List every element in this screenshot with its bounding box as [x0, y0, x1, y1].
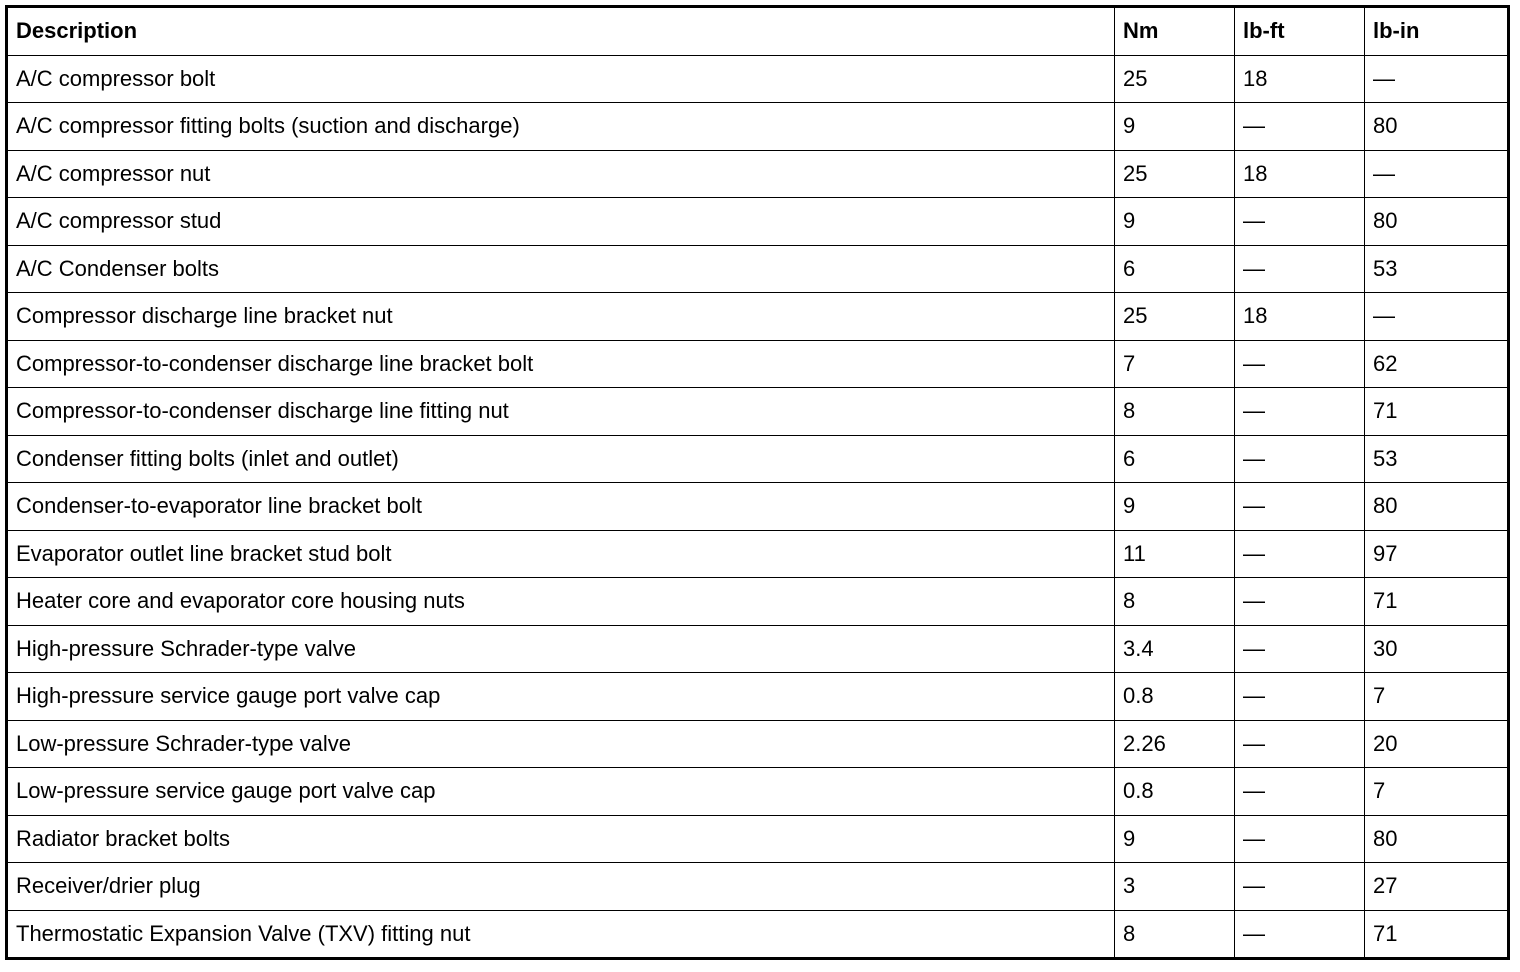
cell-description: Receiver/drier plug: [7, 863, 1115, 911]
cell-nm: 7: [1115, 340, 1235, 388]
cell-lb-ft: —: [1235, 340, 1365, 388]
cell-nm: 8: [1115, 578, 1235, 626]
cell-nm: 8: [1115, 388, 1235, 436]
column-header-nm: Nm: [1115, 7, 1235, 56]
cell-nm: 3: [1115, 863, 1235, 911]
table-row: [7, 293, 1509, 341]
cell-lb-ft: —: [1235, 673, 1365, 721]
table-row: [7, 673, 1509, 721]
cell-lb-in: 53: [1365, 245, 1509, 293]
table-row: [7, 720, 1509, 768]
cell-lb-ft: —: [1235, 245, 1365, 293]
cell-description: Radiator bracket bolts: [7, 815, 1115, 863]
cell-nm: 25: [1115, 293, 1235, 341]
cell-description: Compressor discharge line bracket nut: [7, 293, 1115, 341]
cell-lb-in: 7: [1365, 768, 1509, 816]
cell-lb-ft: —: [1235, 198, 1365, 246]
cell-nm: 25: [1115, 55, 1235, 103]
cell-lb-in: 80: [1365, 198, 1509, 246]
table-row: [7, 768, 1509, 816]
cell-description: Compressor-to-condenser discharge line fitting nut: [7, 388, 1115, 436]
cell-lb-in: —: [1365, 55, 1509, 103]
cell-nm: 0.8: [1115, 768, 1235, 816]
cell-lb-ft: —: [1235, 578, 1365, 626]
cell-lb-ft: —: [1235, 103, 1365, 151]
cell-nm: 6: [1115, 245, 1235, 293]
cell-lb-ft: —: [1235, 388, 1365, 436]
table-row: [7, 625, 1509, 673]
cell-nm: 9: [1115, 483, 1235, 531]
cell-lb-ft: —: [1235, 863, 1365, 911]
table-header-row: [7, 7, 1509, 56]
table-row: [7, 815, 1509, 863]
cell-lb-ft: —: [1235, 625, 1365, 673]
table-row: [7, 483, 1509, 531]
cell-description: A/C compressor bolt: [7, 55, 1115, 103]
cell-lb-in: 80: [1365, 483, 1509, 531]
cell-nm: 6: [1115, 435, 1235, 483]
cell-lb-in: 30: [1365, 625, 1509, 673]
cell-lb-in: 7: [1365, 673, 1509, 721]
column-header-lb-in: lb-in: [1365, 7, 1509, 56]
table-row: [7, 863, 1509, 911]
column-header-description: Description: [7, 7, 1115, 56]
table-row: [7, 245, 1509, 293]
table-row: [7, 150, 1509, 198]
cell-description: Condenser-to-evaporator line bracket bolt: [7, 483, 1115, 531]
cell-nm: 9: [1115, 815, 1235, 863]
table-row: [7, 388, 1509, 436]
cell-nm: 9: [1115, 198, 1235, 246]
cell-description: A/C compressor stud: [7, 198, 1115, 246]
cell-description: Evaporator outlet line bracket stud bolt: [7, 530, 1115, 578]
cell-nm: 3.4: [1115, 625, 1235, 673]
cell-lb-in: 71: [1365, 910, 1509, 959]
table-row: [7, 578, 1509, 626]
table-row: [7, 55, 1509, 103]
cell-lb-ft: —: [1235, 720, 1365, 768]
cell-lb-in: 80: [1365, 815, 1509, 863]
cell-lb-in: 53: [1365, 435, 1509, 483]
cell-lb-ft: —: [1235, 910, 1365, 959]
cell-lb-in: 71: [1365, 388, 1509, 436]
cell-description: A/C compressor fitting bolts (suction and discharge): [7, 103, 1115, 151]
cell-lb-ft: —: [1235, 435, 1365, 483]
cell-lb-ft: —: [1235, 483, 1365, 531]
cell-description: Low-pressure Schrader-type valve: [7, 720, 1115, 768]
cell-lb-ft: —: [1235, 815, 1365, 863]
cell-lb-in: 80: [1365, 103, 1509, 151]
cell-lb-in: 27: [1365, 863, 1509, 911]
cell-lb-in: 97: [1365, 530, 1509, 578]
table-row: [7, 530, 1509, 578]
torque-spec-table: [5, 5, 1510, 960]
cell-lb-ft: 18: [1235, 55, 1365, 103]
cell-description: Low-pressure service gauge port valve cap: [7, 768, 1115, 816]
cell-lb-in: —: [1365, 150, 1509, 198]
cell-description: High-pressure service gauge port valve cap: [7, 673, 1115, 721]
cell-lb-in: —: [1365, 293, 1509, 341]
cell-description: Condenser fitting bolts (inlet and outlet): [7, 435, 1115, 483]
cell-description: A/C compressor nut: [7, 150, 1115, 198]
cell-nm: 25: [1115, 150, 1235, 198]
cell-lb-in: 62: [1365, 340, 1509, 388]
cell-nm: 0.8: [1115, 673, 1235, 721]
cell-lb-ft: 18: [1235, 150, 1365, 198]
column-header-lb-ft: lb-ft: [1235, 7, 1365, 56]
table-row: [7, 340, 1509, 388]
cell-description: High-pressure Schrader-type valve: [7, 625, 1115, 673]
cell-nm: 8: [1115, 910, 1235, 959]
cell-description: Thermostatic Expansion Valve (TXV) fitting nut: [7, 910, 1115, 959]
cell-nm: 2.26: [1115, 720, 1235, 768]
cell-lb-ft: —: [1235, 530, 1365, 578]
cell-description: Heater core and evaporator core housing nuts: [7, 578, 1115, 626]
table-row: [7, 198, 1509, 246]
table-row: [7, 103, 1509, 151]
cell-lb-ft: 18: [1235, 293, 1365, 341]
cell-nm: 11: [1115, 530, 1235, 578]
table-body: [7, 55, 1509, 959]
cell-nm: 9: [1115, 103, 1235, 151]
cell-description: A/C Condenser bolts: [7, 245, 1115, 293]
table-row: [7, 435, 1509, 483]
cell-lb-in: 20: [1365, 720, 1509, 768]
table-row: [7, 910, 1509, 959]
cell-lb-ft: —: [1235, 768, 1365, 816]
cell-description: Compressor-to-condenser discharge line bracket bolt: [7, 340, 1115, 388]
cell-lb-in: 71: [1365, 578, 1509, 626]
